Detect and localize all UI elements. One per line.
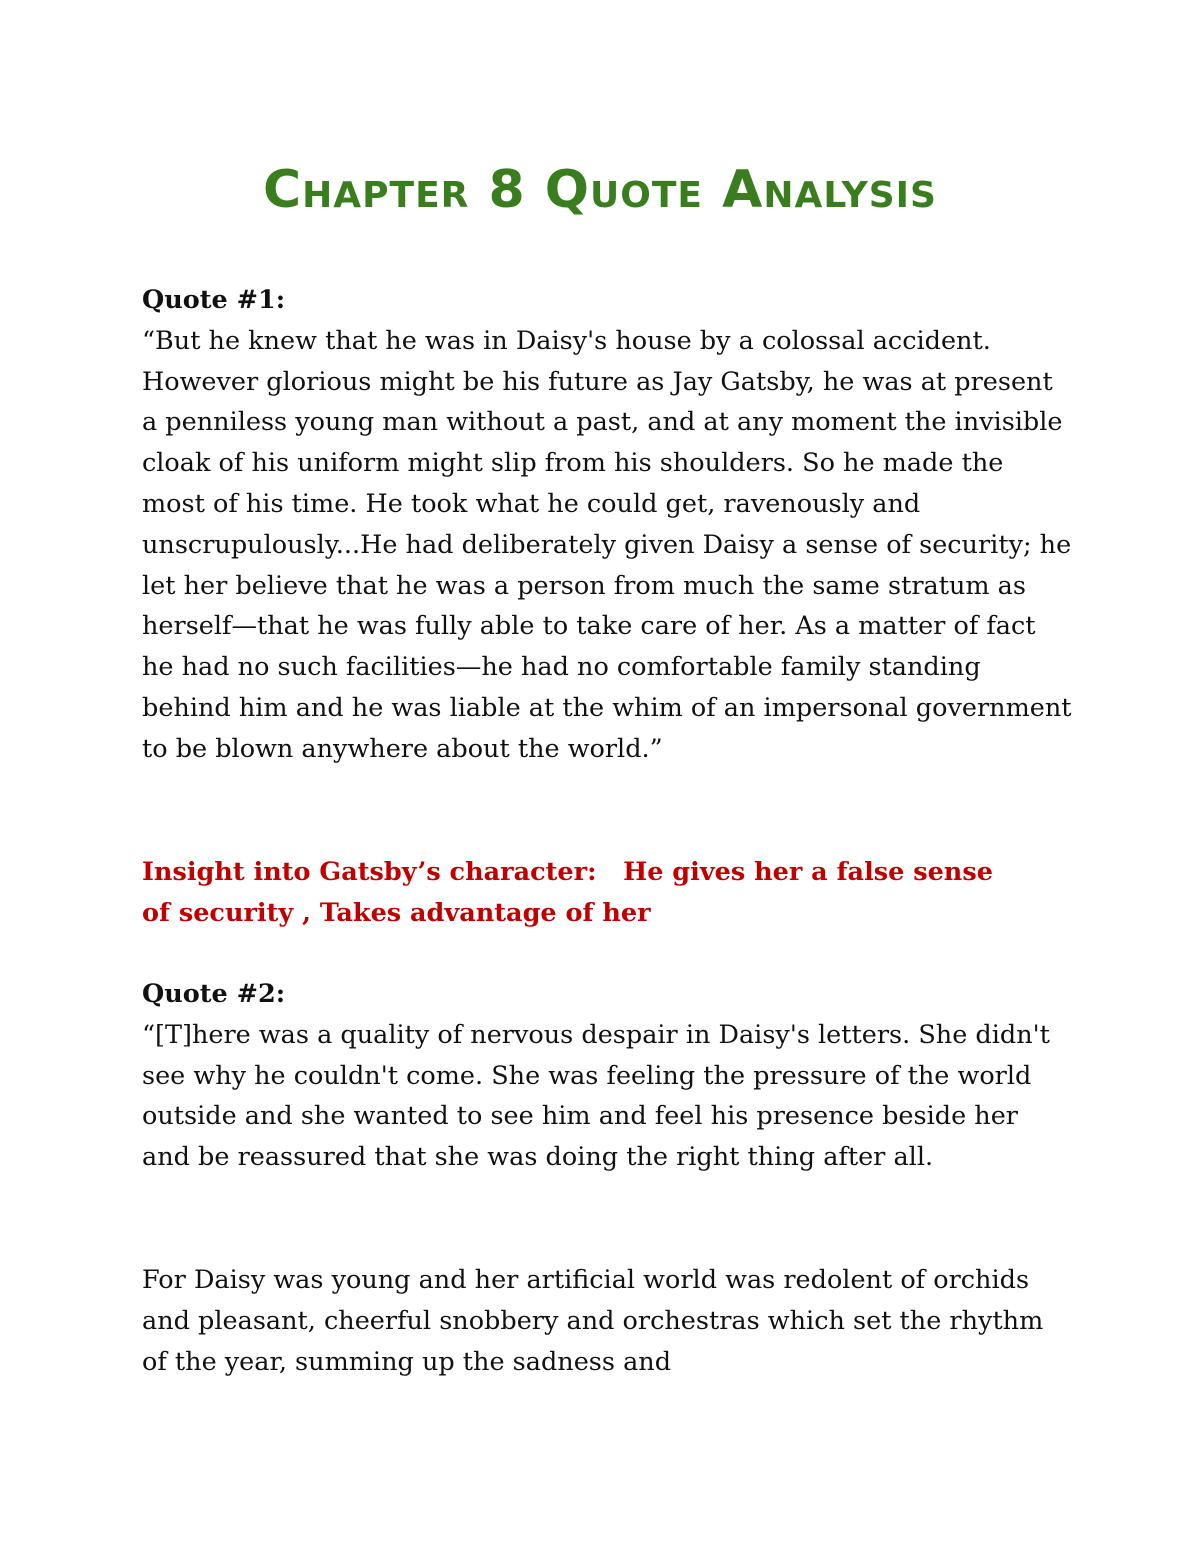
quote-2-heading: Quote #2: bbox=[142, 979, 286, 1009]
quote-1-section bbox=[142, 280, 1072, 770]
quote-2-paragraph-2: For Daisy was young and her artificial world was redolent of orchids and pleasant, cheerful snobbery and orchestras which set the rhythm of the year, summing up the sadness and bbox=[142, 1265, 1044, 1377]
quote-2-paragraph-2-section bbox=[142, 1260, 1072, 1382]
quote-1-heading: Quote #1: bbox=[142, 285, 286, 315]
quote-1-text: “But he knew that he was in Daisy's house by a colossal accident. However glorious might be his future as Jay Gatsby, he was at present a penniless young man without a past, and at any moment the invisible cloak of his uniform might slip from his shoulders. So he made the most of his time. He took what he could get, ravenously and unscrupulously...He had deliberately given Daisy a sense of security; he let her believe that he was a person from much the same stratum as herself—that he was fully able to take care of her. As a matter of fact he had no such facilities—he had no comfortable family standing behind him and he was liable at the whim of an impersonal government to be blown anywhere about the world.” bbox=[142, 325, 1072, 764]
insight-section bbox=[142, 852, 1072, 934]
quote-2-paragraph-1: “[T]here was a quality of nervous despair in Daisy's letters. She didn't see why he couldn't come. She was feeling the pressure of the world outside and she wanted to see him and feel his presence beside her and be reassured that she was doing the right thing after all. bbox=[142, 1019, 1050, 1173]
insight-text: Insight into Gatsby’s character: He gives her a false sense of security , Takes advantage of her bbox=[142, 857, 1002, 928]
quote-2-section bbox=[142, 974, 1072, 1178]
page-title: Chapter 8 Quote Analysis bbox=[263, 160, 937, 220]
